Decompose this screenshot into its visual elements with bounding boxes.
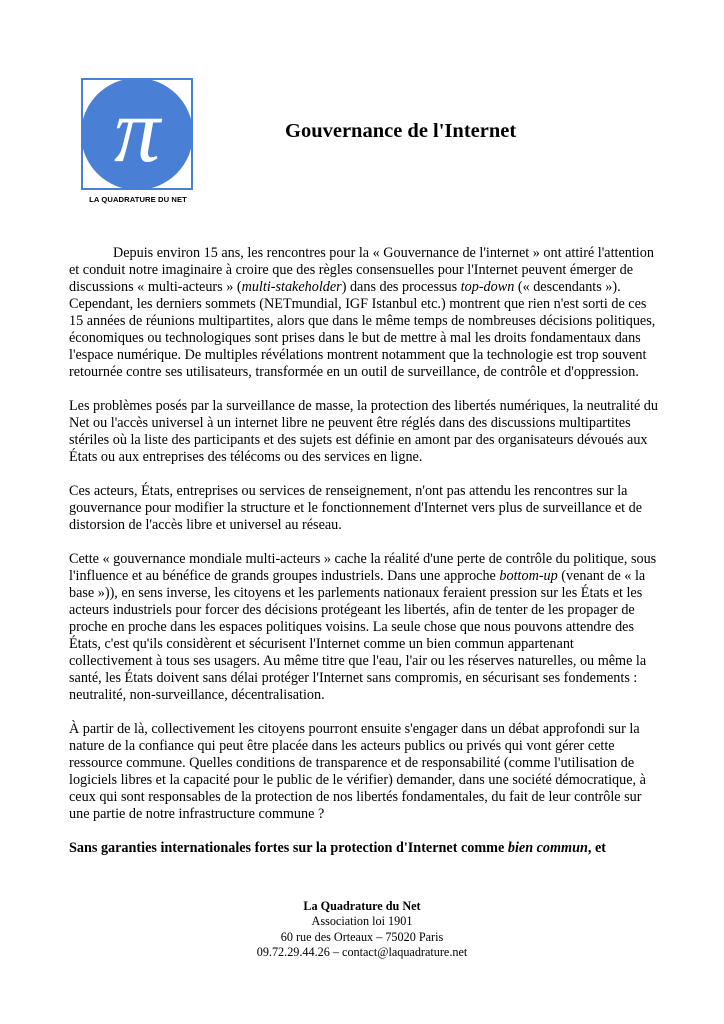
paragraph-3: Ces acteurs, États, entreprises ou services de renseignement, n'ont pas attendu les rencontres sur la gouvernance pour modifier la structure et le fonctionnement d'Internet vers plus de surveillance et de distorsion de l'accès libre et universel au réseau. [69,483,642,533]
pi-logo-icon [81,78,193,190]
page-title: Gouvernance de l'Internet [285,120,517,142]
document-body [69,245,659,874]
paragraph-4: Cette « gouvernance mondiale multi-acteurs » cache la réalité d'une perte de contrôle du politique, sous l'influence et au bénéfice de grands groupes industriels. Dans une approche bottom-up (venant de « la base »)), en sens inverse, les citoyens et les parlements nationaux feraient pression sur les États et les acteurs industriels pour forcer des décisions protégeant les libertés, afin de tenter de les propager de proche en proche dans les espaces politiques voisins. La seule chose que nous pouvons attendre des États, c'est qu'ils considèrent et sécurisent l'Internet comme un bien commun appartenant collectivement à tous ses usagers. Au même titre que l'eau, l'air ou les réserves naturelles, ou même la santé, les États doivent sans délai protéger l'Internet sans compromis, en sécurisant ses fondements : neutralité, non-surveillance, décentralisation. [69,551,657,703]
footer-contact: 09.72.29.44.26 – contact@laquadrature.net [256,944,468,959]
footer [0,899,724,960]
logo [81,78,193,206]
footer-org: La Quadrature du Net [303,899,421,913]
paragraph-2: Les problèmes posés par la surveillance de masse, la protection des libertés numériques, la neutralité du Net ou l'accès universel à un internet libre ne peuvent être réglés dans des discussions multipartites stériles où la liste des participants et des sujets est définie en amont par des organisateurs dévoués aux États ou aux entreprises des télécoms ou des services en ligne. [69,398,658,465]
pi-symbol: π [113,79,161,181]
footer-type: Association loi 1901 [311,914,413,929]
paragraph-5: À partir de là, collectivement les citoyens pourront ensuite s'engager dans un débat approfondi sur la nature de la confiance qui peut être placée dans les acteurs publics ou privés qui vont gérer cette ressource commune. Quelles conditions de transparence et de responsabilité (comme l'utilisation de logiciels libres et la capacité pour le public de le vérifier) demander, dans une société démocratique, à ceux qui sont responsables de la protection de nos libertés fondamentales, du fait de leur contrôle sur une partie de notre infrastructure commune ? [69,721,646,822]
footer-address: 60 rue des Orteaux – 75020 Paris [280,929,444,944]
paragraph-1: Depuis environ 15 ans, les rencontres pour la « Gouvernance de l'internet » ont attiré l'attention et conduit notre imaginaire à croire que des règles consensuelles pour l'Internet peuvent émerger de discussions « multi-acteurs » (multi-stakeholder) dans des processus top-down (« descendants »). Cependant, les derniers sommets (NETmundial, IGF Istanbul etc.) montrent que rien n'est sorti de ces 15 années de réunions multipartites, alors que dans le même temps de nombreuses décisions politiques, économiques ou technologiques sont prises dans le but de mettre à mal les droits fondamentaux dans l'espace numérique. De multiples révélations montrent notamment que la technologie est trop souvent retournée contre ses utilisateurs, transformée en un outil de surveillance, de contrôle et d'oppression. [69,245,656,380]
paragraph-6: Sans garanties internationales fortes sur la protection d'Internet comme bien commun, et [69,840,606,856]
logo-text: LA QUADRATURE DU NET [89,195,187,204]
